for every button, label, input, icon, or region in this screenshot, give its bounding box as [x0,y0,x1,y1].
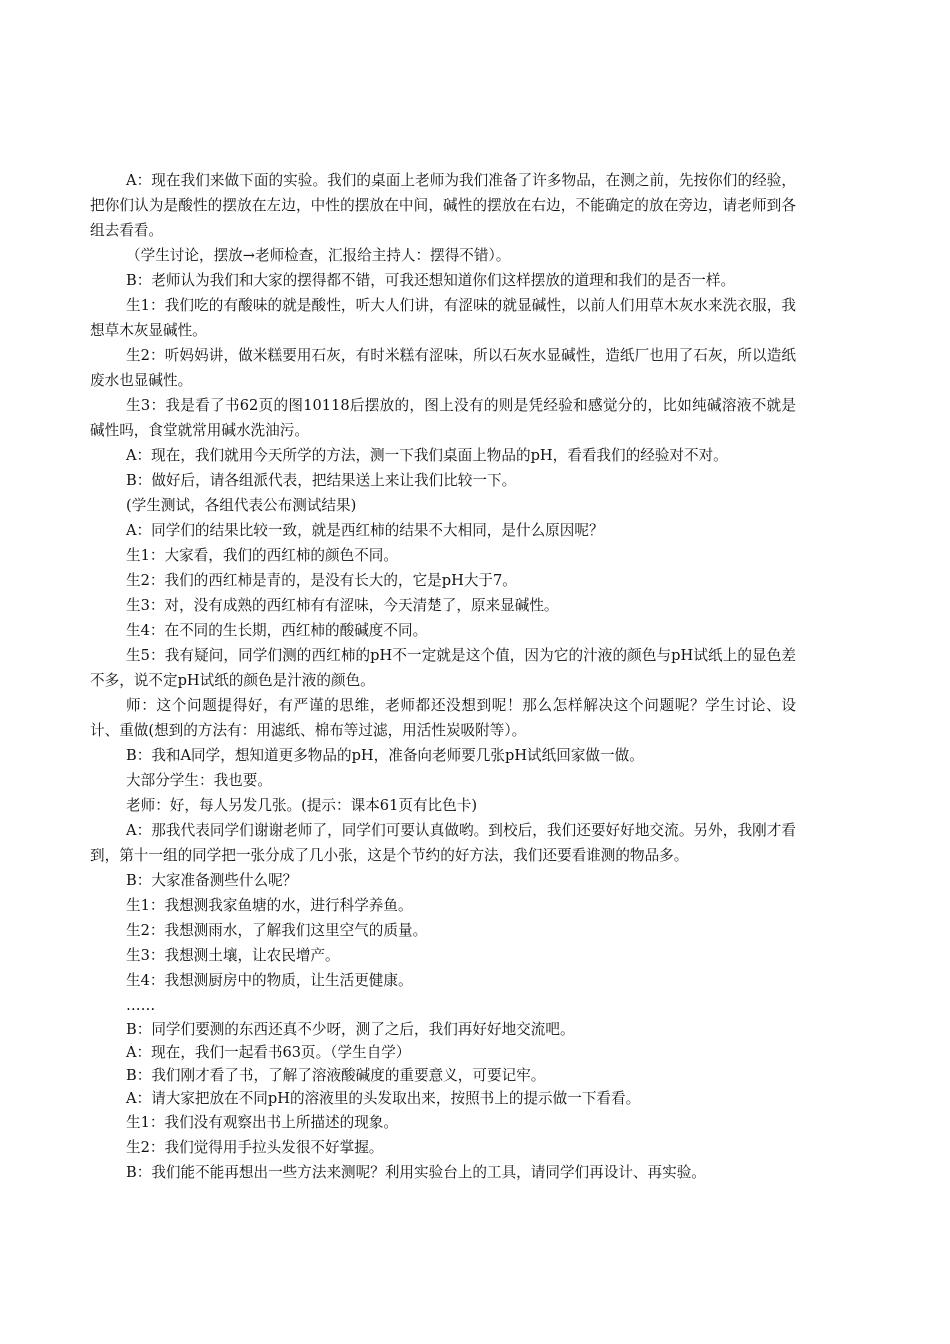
paragraph: B：老师认为我们和大家的摆得都不错，可我还想知道你们这样摆放的道理和我们的是否一样。 [126,272,736,289]
paragraph: A：同学们的结果比较一致，就是西红柿的结果不大相同，是什么原因呢？ [126,522,604,539]
paragraph: B：我们刚才看了书，了解了溶液酸碱度的重要意义，可要记牢。 [126,1067,546,1084]
paragraph: 生3：我想测土壤，让农民增产。 [126,947,340,964]
paragraph: (学生测试，各组代表公布测试结果) [126,497,357,514]
paragraph: 大部分学生：我也要。 [126,772,272,789]
paragraph: 师：这个问题提得好，有严谨的思维，老师都还没想到呢！那么怎样解决这个问题呢？学生讨论、设计、重做(想到的方法有：用滤纸、棉布等过滤，用活性炭吸附等）。 [90,697,796,739]
paragraph: 生3：我是看了书62页的图10118后摆放的，图上没有的则是凭经验和感觉分的，比如纯碱溶液不就是碱性吗，食堂就常用碱水洗油污。 [90,397,796,439]
paragraph: 老师：好，每人另发几张。(提示：课本61页有比色卡) [126,797,478,814]
paragraph: 生1：我想测我家鱼塘的水，进行科学养鱼。 [126,897,413,914]
paragraph: A：请大家把放在不同pH的溶液里的头发取出来，按照书上的提示做一下看看。 [126,1090,641,1107]
paragraph: B：同学们要测的东西还真不少呀，测了之后，我们再好好地交流吧。 [126,1021,575,1038]
paragraph: 生3：对，没有成熟的西红柿有有涩味，今天清楚了，原来显碱性。 [126,597,559,614]
paragraph: B：做好后，请各组派代表，把结果送上来让我们比较一下。 [126,472,517,489]
paragraph: 生1：我们没有观察出书上所描述的现象。 [126,1114,398,1131]
paragraph: 生2：我们的西红柿是青的，是没有长大的，它是pH大于7。 [126,572,517,589]
paragraph: B：我和A同学，想知道更多物品的pH，准备向老师要几张pH试纸回家做一做。 [126,747,644,764]
paragraph: 生4：在不同的生长期，西红柿的酸碱度不同。 [126,622,428,639]
paragraph: 生2：我们觉得用手拉头发很不好掌握。 [126,1139,384,1156]
paragraph: A：现在，我们一起看书63页。（学生自学） [126,1044,411,1061]
paragraph: 生1：大家看，我们的西红柿的颜色不同。 [126,547,398,564]
paragraph: 生4：我想测厨房中的物质，让生活更健康。 [126,972,413,989]
paragraph: B：大家准备测些什么呢？ [126,872,298,889]
paragraph: 生2：我想测雨水，了解我们这里空气的质量。 [126,922,428,939]
paragraph: A：那我代表同学们谢谢老师了，同学们可要认真做哟。到校后，我们还要好好地交流。另外，我刚才看到，第十一组的同学把一张分成了几小张，这是个节约的好方法，我们还要看谁测的物品多。 [90,822,796,864]
paragraph: A：现在我们来做下面的实验。我们的桌面上老师为我们准备了许多物品，在测之前，先按你们的经验，把你们认为是酸性的摆放在左边，中性的摆放在中间，碱性的摆放在右边，不能确定的放在旁边，请老师到各组去看看。 [90,172,796,239]
paragraph: B：我们能不能再想出一些方法来测呢？利用实验台上的工具，请同学们再设计、再实验。 [126,1164,706,1181]
paragraph: 生1：我们吃的有酸味的就是酸性，听大人们讲，有涩味的就显碱性，以前人们用草木灰水来洗衣服，我想草木灰显碱性。 [90,297,796,339]
paragraph: 生5：我有疑问，同学们测的西红柿的pH不一定就是这个值，因为它的汁液的颜色与pH试纸上的显色差不多，说不定pH试纸的颜色是汁液的颜色。 [90,647,796,689]
paragraph: 生2：听妈妈讲，做米糕要用石灰，有时米糕有涩味，所以石灰水显碱性，造纸厂也用了石灰，所以造纸废水也显碱性。 [90,347,796,389]
ellipsis-line: …… [126,997,156,1014]
document-body [90,168,796,1185]
paragraph: A：现在，我们就用今天所学的方法，测一下我们桌面上物品的pH，看看我们的经验对不对。 [126,447,728,464]
paragraph: （学生讨论，摆放→老师检查，汇报给主持人：摆得不错）。 [126,247,511,264]
